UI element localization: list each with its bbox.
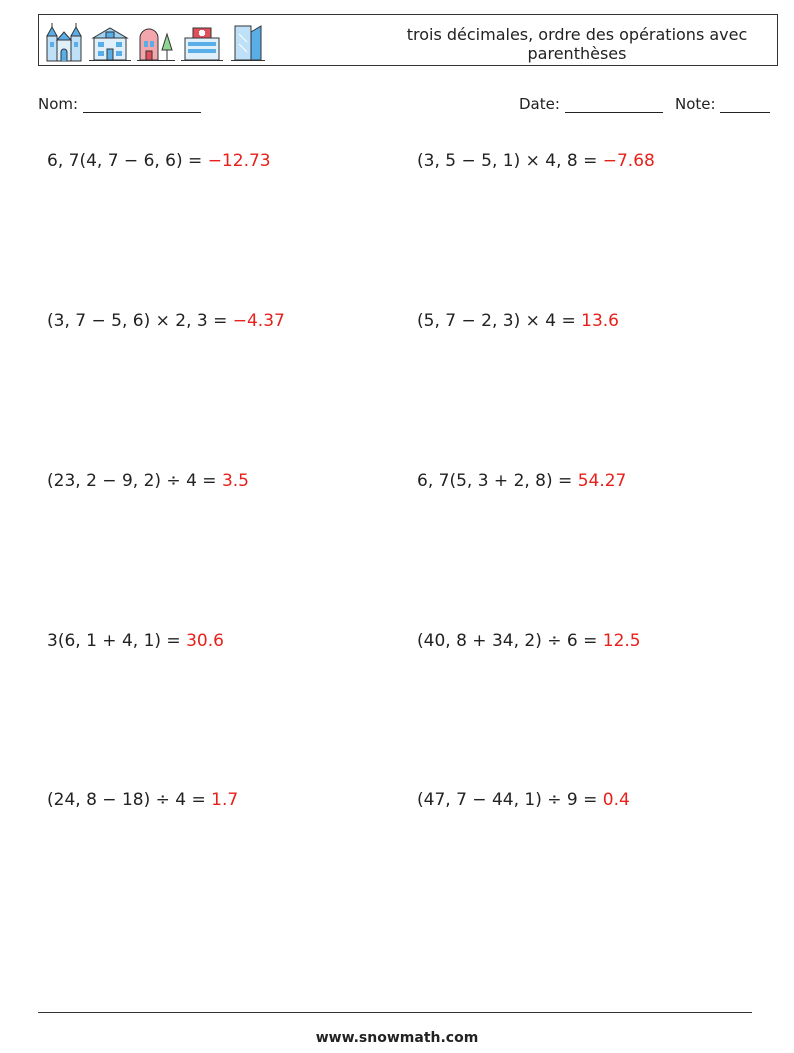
problem-10 — [417, 790, 630, 810]
church-icon — [45, 22, 83, 62]
problem-1 — [47, 151, 271, 171]
problem-9 — [47, 790, 238, 810]
name-label: Nom: — [38, 95, 79, 113]
hospital-icon — [181, 22, 223, 62]
problem-expression: 6, 7(5, 3 + 2, 8) = — [417, 471, 578, 491]
problem-answer: 12.5 — [602, 631, 641, 651]
footer-divider — [38, 1012, 752, 1013]
grade-label: Note: — [675, 95, 716, 113]
problem-expression: (5, 7 − 2, 3) × 4 = — [417, 311, 582, 331]
problem-answer: −12.73 — [207, 151, 271, 171]
problem-answer: 0.4 — [602, 790, 630, 810]
date-label: Date: — [519, 95, 560, 113]
name-blank[interactable] — [83, 96, 201, 113]
problem-8 — [417, 631, 641, 651]
problem-expression: (3, 7 − 5, 6) × 2, 3 = — [47, 311, 233, 331]
problem-answer: 3.5 — [221, 471, 249, 491]
problem-5 — [47, 471, 249, 491]
problem-3 — [47, 311, 285, 331]
problem-answer: 13.6 — [581, 311, 619, 331]
problem-expression: (40, 8 + 34, 2) ÷ 6 = — [417, 631, 603, 651]
problem-expression: 6, 7(4, 7 − 6, 6) = — [47, 151, 208, 171]
grade-blank[interactable] — [720, 96, 770, 113]
problem-answer: 1.7 — [211, 790, 239, 810]
date-field — [519, 95, 663, 113]
problem-expression: (3, 5 − 5, 1) × 4, 8 = — [417, 151, 603, 171]
problem-answer: −4.37 — [232, 311, 285, 331]
problem-expression: (47, 7 − 44, 1) ÷ 9 = — [417, 790, 603, 810]
name-field — [38, 95, 201, 113]
grade-field — [675, 95, 770, 113]
problem-answer: 30.6 — [186, 631, 224, 651]
problem-expression: (24, 8 − 18) ÷ 4 = — [47, 790, 212, 810]
problem-6 — [417, 471, 626, 491]
problem-answer: −7.68 — [602, 151, 655, 171]
header-icons — [45, 20, 267, 62]
worksheet-title: trois décimales, ordre des opérations avec parenthèses — [406, 25, 748, 63]
school-icon — [89, 22, 131, 62]
worksheet-header — [38, 14, 778, 66]
problem-2 — [417, 151, 655, 171]
problem-7 — [47, 631, 224, 651]
office-tower-icon — [229, 22, 267, 62]
problem-4 — [417, 311, 619, 331]
footer-url[interactable]: www.snowmath.com — [315, 1030, 479, 1046]
date-blank[interactable] — [565, 96, 663, 113]
problem-expression: 3(6, 1 + 4, 1) = — [47, 631, 187, 651]
problem-answer: 54.27 — [577, 471, 627, 491]
house-tree-icon — [137, 22, 175, 62]
problem-expression: (23, 2 − 9, 2) ÷ 4 = — [47, 471, 222, 491]
